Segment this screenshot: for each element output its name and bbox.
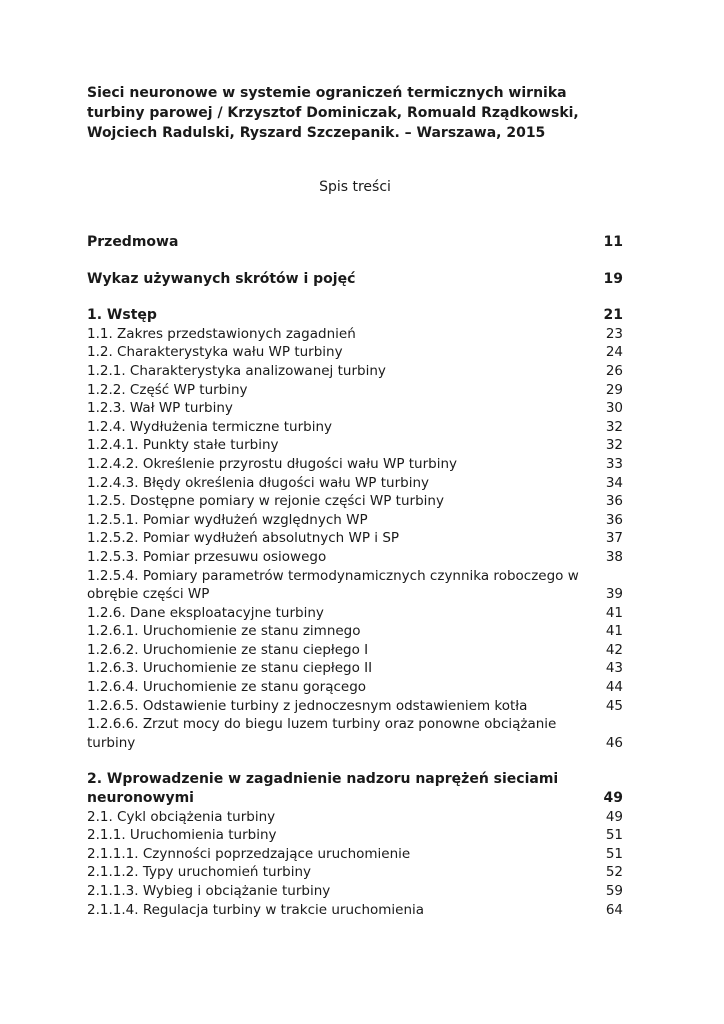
- toc-entry-page: 29: [605, 381, 623, 398]
- toc-entry: [87, 808, 623, 827]
- toc-entry-title: 2.1.1. Uruchomienia turbiny: [87, 827, 277, 844]
- toc-entry-page: 46: [605, 734, 623, 751]
- toc-entry-title: 1.1. Zakres przedstawionych zagadnień: [87, 325, 356, 342]
- toc-entry: [87, 529, 623, 548]
- toc-entry-title: 1.2.5.3. Pomiar przesuwu osiowego: [87, 548, 327, 565]
- toc-entry: [87, 826, 623, 845]
- toc-entry-page: 32: [605, 437, 623, 454]
- toc-entry-page: 42: [605, 641, 623, 658]
- toc-entry: [87, 882, 623, 901]
- toc-entry: [87, 622, 623, 641]
- toc-chapter-1: 1. Wstęp 21: [87, 307, 623, 324]
- toc-entry: [87, 604, 623, 623]
- toc-entry: [87, 436, 623, 455]
- toc-entry-title: 1.2.2. Część WP turbiny: [87, 381, 248, 398]
- toc-entry-title: 1.2.4.2. Określenie przyrostu długości wału WP turbiny: [87, 455, 458, 472]
- toc-entry-title: 1.2.6.3. Uruchomienie ze stanu ciepłego II: [87, 660, 373, 677]
- chapter-1-entries: [87, 325, 623, 753]
- toc-entry: [87, 845, 623, 864]
- toc-entry-title: 2.1.1.2. Typy uruchomień turbiny: [87, 864, 312, 881]
- toc-entry-page: 30: [605, 400, 623, 417]
- toc-entry-page: 36: [605, 493, 623, 510]
- toc-entry: [87, 641, 623, 660]
- toc-entry: [87, 678, 623, 697]
- toc-entry: [87, 418, 623, 437]
- toc-entry-front-1: Wykaz używanych skrótów i pojęć 19: [87, 270, 623, 287]
- toc-entry-page: 23: [605, 325, 623, 342]
- toc-entry-title: 1.2.4.3. Błędy określenia długości wału WP turbiny: [87, 474, 429, 491]
- toc-entry-title: 1.2.1. Charakterystyka analizowanej turbiny: [87, 362, 386, 379]
- toc-entry: [87, 362, 623, 381]
- toc-entry-title: 1.2.6.6. Zrzut mocy do biegu luzem turbiny oraz ponowne obciążanie turbiny: [87, 716, 557, 751]
- toc-entry-page: 41: [605, 604, 623, 621]
- toc-entry: [87, 901, 623, 920]
- toc-entry-page: 36: [605, 511, 623, 528]
- toc-entry: [87, 343, 623, 362]
- toc-entry-title: 1.2.6.5. Odstawienie turbiny z jednoczesnym odstawieniem kotła: [87, 697, 528, 714]
- toc-entry-title: 1.2.5.2. Pomiar wydłużeń absolutnych WP i SP: [87, 530, 400, 547]
- toc-entry-page: 41: [605, 623, 623, 640]
- toc-entry-title: 1.2. Charakterystyka wału WP turbiny: [87, 344, 343, 361]
- toc-entry-page: 32: [605, 418, 623, 435]
- toc-entry-title: 2.1.1.3. Wybieg i obciążanie turbiny: [87, 883, 331, 899]
- toc-entry: [87, 548, 623, 567]
- toc-entry-title: 1.2.5.4. Pomiary parametrów termodynamicznych czynnika roboczego w obrębie części WP: [87, 567, 579, 603]
- toc-entry-page: 44: [605, 679, 623, 696]
- toc-entry-page: 43: [605, 660, 623, 677]
- toc-entry: [87, 863, 623, 882]
- toc-entry: [87, 455, 623, 474]
- toc-entry-page: 59: [605, 883, 623, 899]
- toc-entry: [87, 325, 623, 344]
- toc-entry-title: 1.2.4. Wydłużenia termiczne turbiny: [87, 418, 332, 435]
- toc-entry-title: 1.2.6. Dane eksploatacyjne turbiny: [87, 604, 324, 621]
- book-title: Sieci neuronowe w systemie ograniczeń termicznych wirnika turbiny parowej / Krzysztof Dominiczak, Romuald Rządkowski, Wojciech Radulski, Ryszard Szczepanik. – Warszawa, 2015: [87, 85, 579, 141]
- toc-entry-page: 51: [605, 845, 623, 862]
- toc-entry-title: 2.1. Cykl obciążenia turbiny: [87, 808, 276, 825]
- toc-entry-page: 39: [605, 586, 623, 603]
- toc-entry-page: 37: [605, 530, 623, 547]
- toc-entry-title: 1.2.6.1. Uruchomienie ze stanu zimnego: [87, 623, 361, 640]
- toc-entry-page: 38: [605, 548, 623, 565]
- toc-entry-title: 2.1.1.1. Czynności poprzedzające uruchomienie: [87, 845, 411, 862]
- toc-entry-page: 33: [605, 455, 623, 472]
- toc-entry-title: 1.2.5. Dostępne pomiary w rejonie części WP turbiny: [87, 493, 444, 510]
- toc-entry-page: 45: [605, 697, 623, 714]
- toc-entry-title: 1.2.6.4. Uruchomienie ze stanu gorącego: [87, 679, 367, 696]
- toc-entry-page: 34: [605, 474, 623, 491]
- toc-entry-page: 26: [605, 362, 623, 379]
- toc-entry-front-0: Przedmowa 11: [87, 234, 623, 250]
- toc-entry: [87, 511, 623, 530]
- toc-entry: [87, 381, 623, 400]
- toc-entry-title: 1.2.3. Wał WP turbiny: [87, 400, 233, 417]
- toc-entry-page: 64: [605, 901, 623, 918]
- toc-entry-page: 49: [605, 808, 623, 825]
- toc-chapter-2: 2. Wprowadzenie w zagadnienie nadzoru naprężeń sieciami neuronowymi 49: [87, 771, 623, 807]
- toc-entry-title: 2.1.1.4. Regulacja turbiny w trakcie uruchomienia: [87, 901, 425, 918]
- toc-entry: [87, 715, 623, 752]
- table-of-contents: [87, 233, 623, 919]
- toc-entry-title: 1.2.4.1. Punkty stałe turbiny: [87, 437, 279, 454]
- chapter-2-entries: [87, 808, 623, 920]
- toc-entry: [87, 474, 623, 493]
- toc-entry: [87, 492, 623, 511]
- toc-entry: [87, 399, 623, 418]
- toc-entry-title: 1.2.5.1. Pomiar wydłużeń względnych WP: [87, 511, 368, 528]
- toc-entry: [87, 697, 623, 716]
- toc-entry-page: 51: [605, 827, 623, 844]
- toc-entry: [87, 567, 623, 604]
- toc-entry-title: 1.2.6.2. Uruchomienie ze stanu ciepłego I: [87, 641, 369, 658]
- toc-entry-page: 52: [605, 864, 623, 881]
- toc-heading: Spis treści: [319, 179, 391, 195]
- toc-entry-page: 24: [605, 344, 623, 361]
- toc-entry: [87, 659, 623, 678]
